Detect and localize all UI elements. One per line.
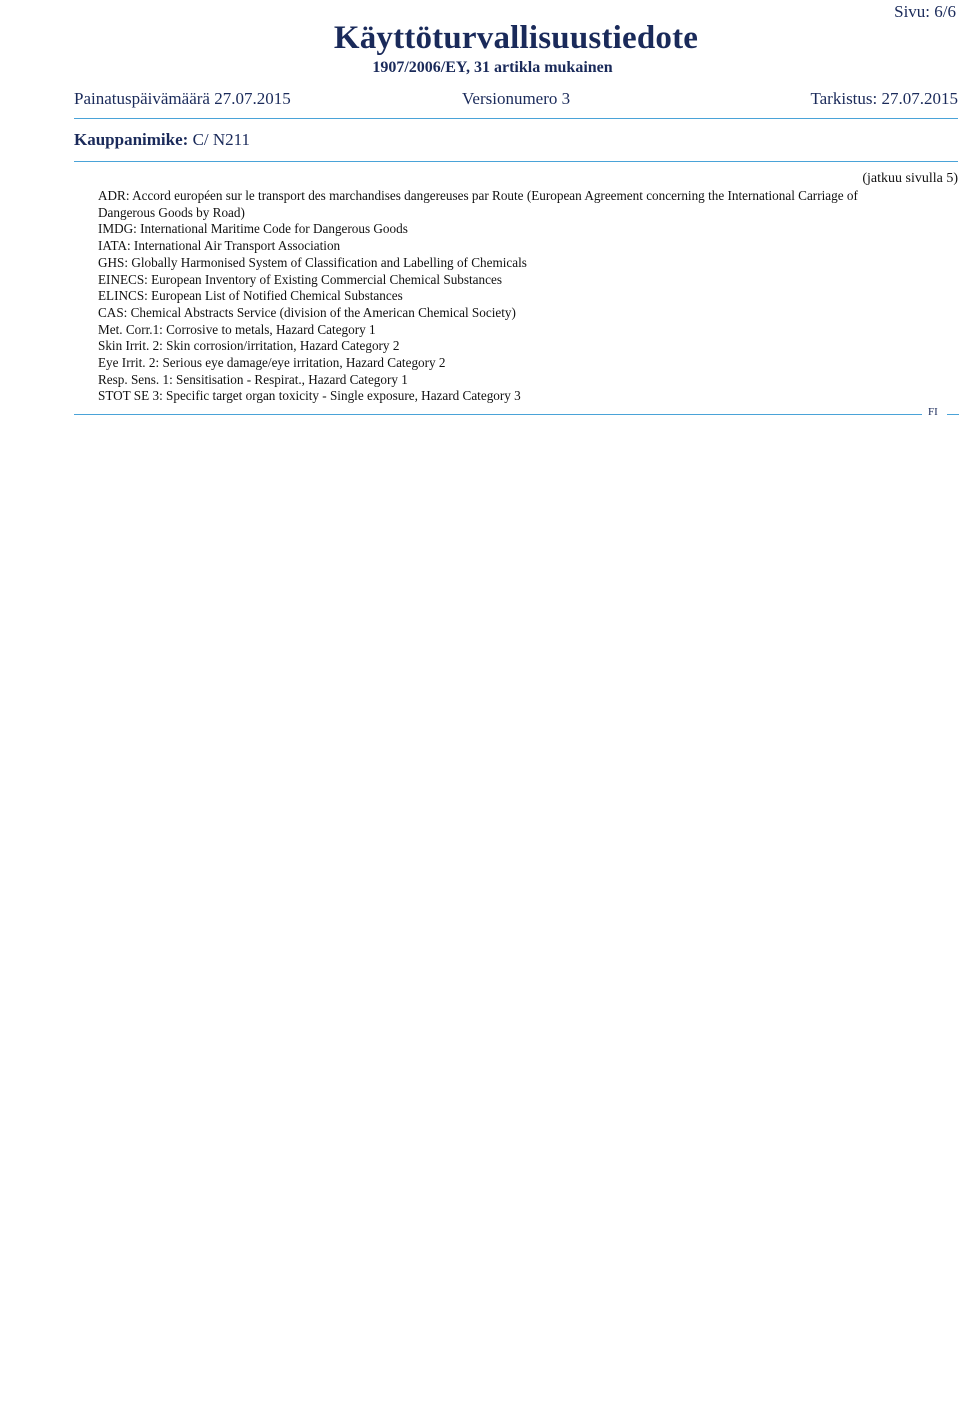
abbreviation-list bbox=[98, 188, 918, 405]
list-item: EINECS: European Inventory of Existing Commercial Chemical Substances bbox=[98, 271, 502, 287]
revision-date: Tarkistus: 27.07.2015 bbox=[810, 89, 958, 108]
continued-note: (jatkuu sivulla 5) bbox=[862, 171, 958, 186]
trade-name bbox=[74, 130, 250, 150]
header-divider-bottom bbox=[74, 161, 958, 162]
language-code: FI bbox=[928, 406, 938, 418]
list-item: STOT SE 3: Specific target organ toxicity - Single exposure, Hazard Category 3 bbox=[98, 388, 521, 404]
trade-name-label: Kauppanimike: bbox=[74, 130, 189, 149]
document-subtitle: 1907/2006/EY, 31 artikla mukainen bbox=[372, 59, 613, 76]
footer-divider-end bbox=[947, 414, 959, 415]
list-item: GHS: Globally Harmonised System of Classification and Labelling of Chemicals bbox=[98, 254, 527, 270]
list-item: ADR: Accord européen sur le transport des marchandises dangereuses par Route (European Agreement concerning the International Carriage of Dangerous Goods by Road) bbox=[98, 188, 858, 220]
list-item: CAS: Chemical Abstracts Service (division of the American Chemical Society) bbox=[98, 304, 516, 320]
list-item: Met. Corr.1: Corrosive to metals, Hazard Category 1 bbox=[98, 321, 376, 337]
list-item: Eye Irrit. 2: Serious eye damage/eye irritation, Hazard Category 2 bbox=[98, 355, 446, 371]
list-item: IATA: International Air Transport Association bbox=[98, 238, 341, 254]
print-date: Painatuspäivämäärä 27.07.2015 bbox=[74, 89, 291, 108]
list-item: Resp. Sens. 1: Sensitisation - Respirat., Hazard Category 1 bbox=[98, 371, 408, 387]
trade-name-value: C/ N211 bbox=[188, 130, 251, 149]
list-item: ELINCS: European List of Notified Chemical Substances bbox=[98, 288, 403, 304]
page-number: Sivu: 6/6 bbox=[894, 2, 956, 21]
header-divider-top bbox=[74, 118, 958, 119]
document-title: Käyttöturvallisuustiedote bbox=[333, 20, 699, 56]
list-item: Skin Irrit. 2: Skin corrosion/irritation, Hazard Category 2 bbox=[98, 338, 400, 354]
version-number: Versionumero 3 bbox=[462, 89, 571, 108]
document-meta-row bbox=[74, 89, 958, 111]
list-item: IMDG: International Maritime Code for Dangerous Goods bbox=[98, 221, 408, 237]
footer-divider bbox=[74, 414, 922, 415]
